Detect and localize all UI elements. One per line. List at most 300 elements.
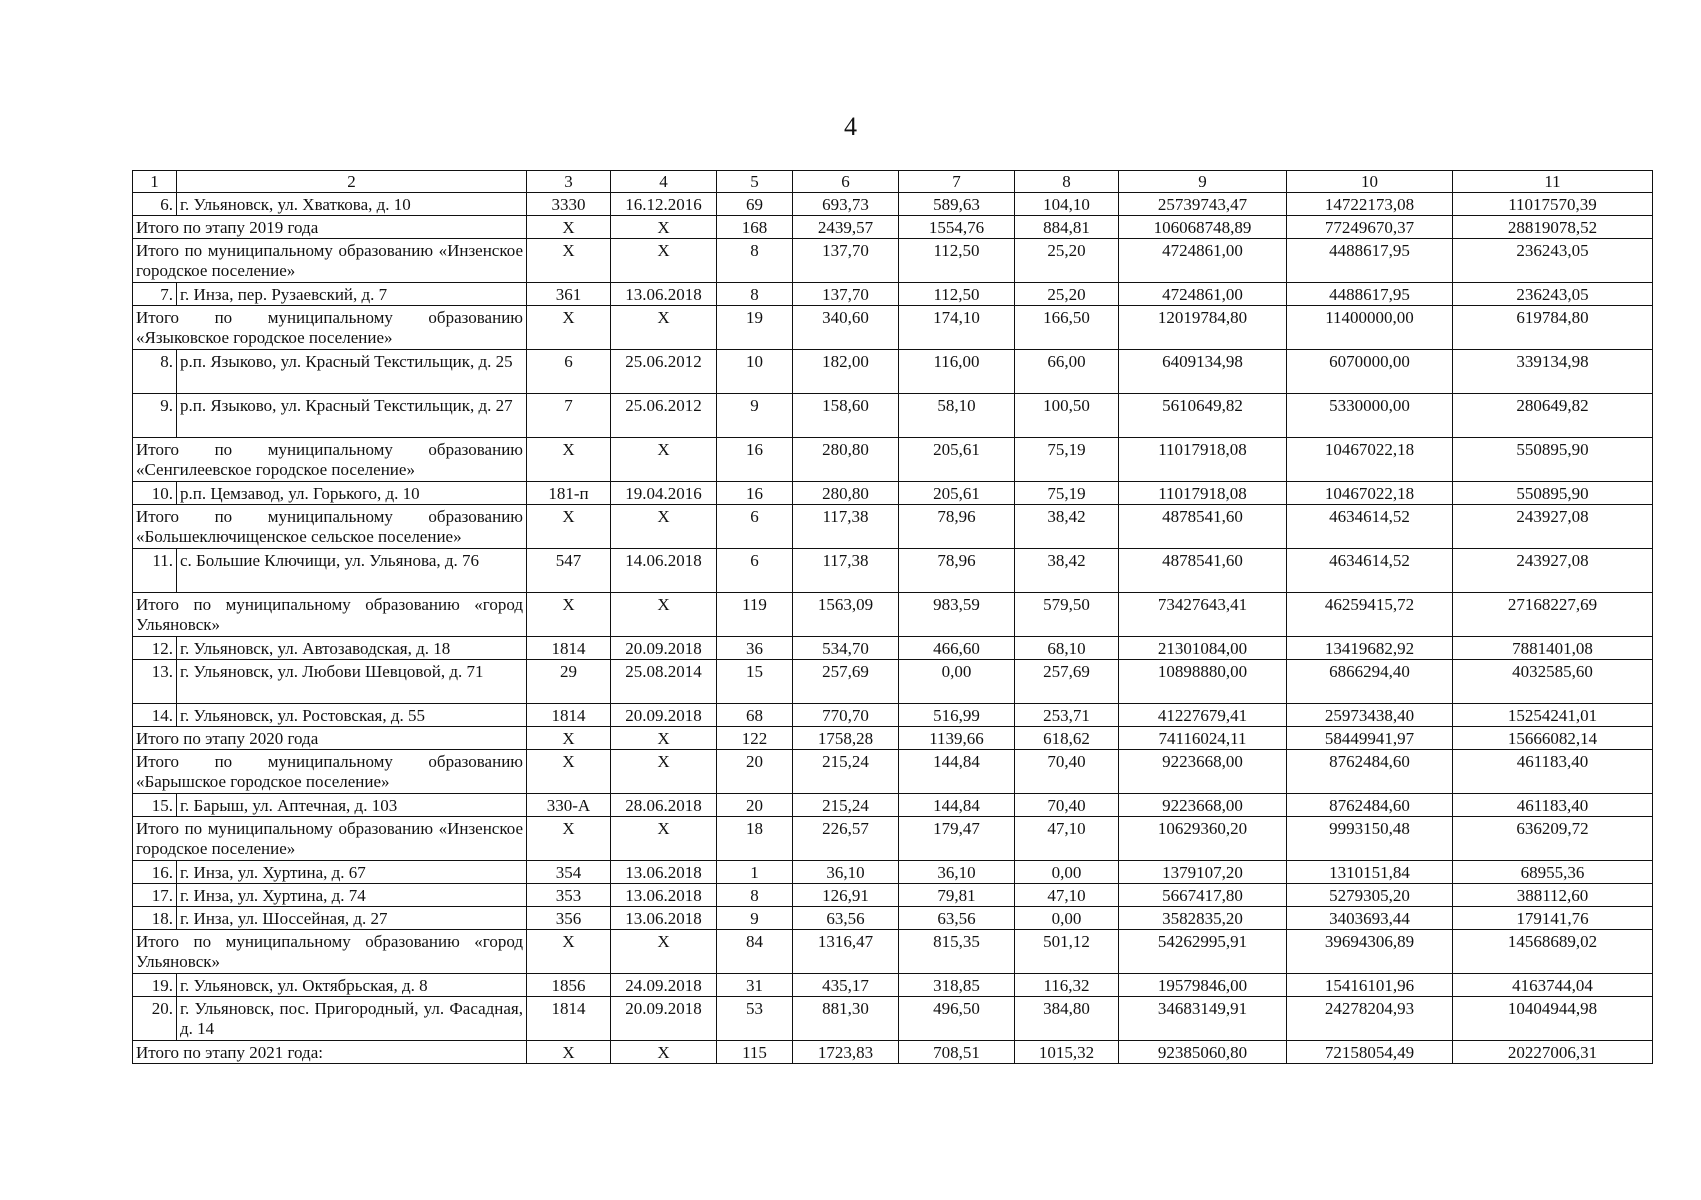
cell-col11: 550895,90 — [1453, 438, 1653, 482]
cell-col9: 12019784,80 — [1119, 306, 1287, 350]
table-row — [133, 637, 1653, 660]
cell-col9: 9223668,00 — [1119, 794, 1287, 817]
table-row — [133, 861, 1653, 884]
cell-col10: 4634614,52 — [1287, 549, 1453, 593]
table-row — [133, 193, 1653, 216]
column-header: 4 — [611, 171, 717, 193]
table-row — [133, 974, 1653, 997]
cell-col8: 104,10 — [1015, 193, 1119, 216]
cell-col8: 116,32 — [1015, 974, 1119, 997]
cell-col8: 166,50 — [1015, 306, 1119, 350]
cell-col11: 15666082,14 — [1453, 727, 1653, 750]
cell-col7: 179,47 — [899, 817, 1015, 861]
cell-col11: 461183,40 — [1453, 794, 1653, 817]
total-label-cell: Итого по муниципальному образованию «Барышское городское поселение» — [133, 750, 527, 794]
cell-col6: 534,70 — [793, 637, 899, 660]
cell-col3: X — [527, 750, 611, 794]
total-label-cell: Итого по муниципальному образованию «Инзенское городское поселение» — [133, 817, 527, 861]
cell-col8: 1015,32 — [1015, 1041, 1119, 1064]
cell-col10: 6866294,40 — [1287, 660, 1453, 704]
cell-col10: 4488617,95 — [1287, 239, 1453, 283]
cell-col6: 137,70 — [793, 239, 899, 283]
cell-col7: 116,00 — [899, 350, 1015, 394]
cell-col10: 11400000,00 — [1287, 306, 1453, 350]
cell-col8: 47,10 — [1015, 884, 1119, 907]
cell-col8: 253,71 — [1015, 704, 1119, 727]
cell-col4: 13.06.2018 — [611, 884, 717, 907]
table-row — [133, 907, 1653, 930]
cell-col9: 41227679,41 — [1119, 704, 1287, 727]
cell-col7: 78,96 — [899, 505, 1015, 549]
cell-col9: 92385060,80 — [1119, 1041, 1287, 1064]
table-row — [133, 997, 1653, 1041]
cell-col5: 122 — [717, 727, 793, 750]
cell-col4: 19.04.2016 — [611, 482, 717, 505]
cell-col5: 168 — [717, 216, 793, 239]
cell-col3: 1814 — [527, 637, 611, 660]
cell-col9: 106068748,89 — [1119, 216, 1287, 239]
total-row — [133, 1041, 1653, 1064]
cell-col3: 356 — [527, 907, 611, 930]
cell-col4: 13.06.2018 — [611, 861, 717, 884]
cell-col8: 100,50 — [1015, 394, 1119, 438]
cell-col8: 75,19 — [1015, 438, 1119, 482]
cell-col8: 25,20 — [1015, 239, 1119, 283]
cell-col8: 257,69 — [1015, 660, 1119, 704]
cell-col5: 1 — [717, 861, 793, 884]
cell-col4: 13.06.2018 — [611, 283, 717, 306]
cell-col7: 516,99 — [899, 704, 1015, 727]
cell-col7: 58,10 — [899, 394, 1015, 438]
cell-col3: 29 — [527, 660, 611, 704]
cell-col4: 20.09.2018 — [611, 704, 717, 727]
cell-col5: 19 — [717, 306, 793, 350]
cell-col9: 54262995,91 — [1119, 930, 1287, 974]
cell-col4: X — [611, 216, 717, 239]
column-header: 2 — [177, 171, 527, 193]
cell-col4: 28.06.2018 — [611, 794, 717, 817]
cell-col7: 63,56 — [899, 907, 1015, 930]
cell-col8: 501,12 — [1015, 930, 1119, 974]
cell-col6: 117,38 — [793, 505, 899, 549]
cell-col3: 7 — [527, 394, 611, 438]
cell-col9: 3582835,20 — [1119, 907, 1287, 930]
cell-col4: X — [611, 438, 717, 482]
row-number-cell: 13. — [133, 660, 177, 704]
address-cell: г. Ульяновск, ул. Ростовская, д. 55 — [177, 704, 527, 727]
cell-col4: X — [611, 727, 717, 750]
cell-col11: 10404944,98 — [1453, 997, 1653, 1041]
total-row — [133, 930, 1653, 974]
cell-col3: X — [527, 817, 611, 861]
cell-col5: 9 — [717, 394, 793, 438]
cell-col3: 1814 — [527, 997, 611, 1041]
cell-col7: 1554,76 — [899, 216, 1015, 239]
cell-col5: 9 — [717, 907, 793, 930]
address-cell: г. Инза, пер. Рузаевский, д. 7 — [177, 283, 527, 306]
cell-col9: 21301084,00 — [1119, 637, 1287, 660]
cell-col9: 74116024,11 — [1119, 727, 1287, 750]
cell-col4: 20.09.2018 — [611, 637, 717, 660]
cell-col9: 1379107,20 — [1119, 861, 1287, 884]
cell-col11: 68955,36 — [1453, 861, 1653, 884]
cell-col5: 84 — [717, 930, 793, 974]
cell-col8: 66,00 — [1015, 350, 1119, 394]
cell-col7: 144,84 — [899, 750, 1015, 794]
address-cell: г. Ульяновск, ул. Автозаводская, д. 18 — [177, 637, 527, 660]
address-cell: г. Инза, ул. Шоссейная, д. 27 — [177, 907, 527, 930]
cell-col11: 236243,05 — [1453, 239, 1653, 283]
row-number-cell: 8. — [133, 350, 177, 394]
cell-col3: X — [527, 306, 611, 350]
cell-col10: 25973438,40 — [1287, 704, 1453, 727]
total-row — [133, 750, 1653, 794]
address-cell: р.п. Языково, ул. Красный Текстильщик, д. 25 — [177, 350, 527, 394]
cell-col9: 4724861,00 — [1119, 283, 1287, 306]
table-body — [133, 171, 1653, 1064]
row-number-cell: 17. — [133, 884, 177, 907]
cell-col8: 25,20 — [1015, 283, 1119, 306]
cell-col8: 0,00 — [1015, 907, 1119, 930]
table-row — [133, 884, 1653, 907]
cell-col6: 2439,57 — [793, 216, 899, 239]
cell-col11: 27168227,69 — [1453, 593, 1653, 637]
cell-col3: X — [527, 505, 611, 549]
cell-col6: 226,57 — [793, 817, 899, 861]
cell-col9: 11017918,08 — [1119, 482, 1287, 505]
cell-col5: 20 — [717, 750, 793, 794]
cell-col4: 16.12.2016 — [611, 193, 717, 216]
cell-col5: 16 — [717, 482, 793, 505]
cell-col10: 72158054,49 — [1287, 1041, 1453, 1064]
total-label-cell: Итого по этапу 2020 года — [133, 727, 527, 750]
cell-col9: 4724861,00 — [1119, 239, 1287, 283]
cell-col11: 388112,60 — [1453, 884, 1653, 907]
cell-col3: X — [527, 593, 611, 637]
cell-col6: 435,17 — [793, 974, 899, 997]
cell-col11: 236243,05 — [1453, 283, 1653, 306]
cell-col8: 384,80 — [1015, 997, 1119, 1041]
cell-col11: 20227006,31 — [1453, 1041, 1653, 1064]
cell-col3: X — [527, 239, 611, 283]
cell-col5: 6 — [717, 549, 793, 593]
address-cell: г. Барыш, ул. Аптечная, д. 103 — [177, 794, 527, 817]
cell-col6: 280,80 — [793, 482, 899, 505]
total-label-cell: Итого по муниципальному образованию «Сенгилеевское городское поселение» — [133, 438, 527, 482]
cell-col10: 9993150,48 — [1287, 817, 1453, 861]
total-row — [133, 438, 1653, 482]
row-number-cell: 14. — [133, 704, 177, 727]
cell-col8: 579,50 — [1015, 593, 1119, 637]
total-label-cell: Итого по муниципальному образованию «Инзенское городское поселение» — [133, 239, 527, 283]
cell-col3: 330-А — [527, 794, 611, 817]
cell-col7: 78,96 — [899, 549, 1015, 593]
cell-col10: 15416101,96 — [1287, 974, 1453, 997]
page-number: 4 — [844, 112, 857, 141]
cell-col10: 24278204,93 — [1287, 997, 1453, 1041]
row-number-cell: 7. — [133, 283, 177, 306]
cell-col10: 8762484,60 — [1287, 750, 1453, 794]
cell-col6: 36,10 — [793, 861, 899, 884]
address-cell: г. Ульяновск, ул. Октябрьская, д. 8 — [177, 974, 527, 997]
column-header: 11 — [1453, 171, 1653, 193]
cell-col6: 693,73 — [793, 193, 899, 216]
cell-col6: 770,70 — [793, 704, 899, 727]
column-header: 7 — [899, 171, 1015, 193]
column-header: 5 — [717, 171, 793, 193]
cell-col6: 126,91 — [793, 884, 899, 907]
total-row — [133, 306, 1653, 350]
cell-col6: 1316,47 — [793, 930, 899, 974]
cell-col10: 77249670,37 — [1287, 216, 1453, 239]
cell-col3: X — [527, 930, 611, 974]
cell-col10: 8762484,60 — [1287, 794, 1453, 817]
cell-col7: 112,50 — [899, 239, 1015, 283]
cell-col5: 8 — [717, 283, 793, 306]
total-row — [133, 505, 1653, 549]
table-row — [133, 660, 1653, 704]
row-number-cell: 12. — [133, 637, 177, 660]
cell-col8: 75,19 — [1015, 482, 1119, 505]
cell-col10: 4634614,52 — [1287, 505, 1453, 549]
row-number-cell: 18. — [133, 907, 177, 930]
row-number-cell: 9. — [133, 394, 177, 438]
cell-col3: 1814 — [527, 704, 611, 727]
cell-col4: X — [611, 817, 717, 861]
column-header: 3 — [527, 171, 611, 193]
row-number-cell: 10. — [133, 482, 177, 505]
cell-col11: 339134,98 — [1453, 350, 1653, 394]
cell-col9: 4878541,60 — [1119, 549, 1287, 593]
cell-col8: 884,81 — [1015, 216, 1119, 239]
column-header: 6 — [793, 171, 899, 193]
cell-col8: 38,42 — [1015, 505, 1119, 549]
cell-col11: 636209,72 — [1453, 817, 1653, 861]
cell-col11: 243927,08 — [1453, 505, 1653, 549]
column-number-header-row — [133, 171, 1653, 193]
cell-col4: 25.06.2012 — [611, 394, 717, 438]
table-row — [133, 704, 1653, 727]
cell-col6: 881,30 — [793, 997, 899, 1041]
cell-col6: 257,69 — [793, 660, 899, 704]
cell-col4: X — [611, 306, 717, 350]
cell-col6: 158,60 — [793, 394, 899, 438]
cell-col5: 20 — [717, 794, 793, 817]
address-cell: г. Инза, ул. Хуртина, д. 74 — [177, 884, 527, 907]
cell-col10: 39694306,89 — [1287, 930, 1453, 974]
cell-col5: 6 — [717, 505, 793, 549]
cell-col8: 70,40 — [1015, 794, 1119, 817]
cell-col11: 4163744,04 — [1453, 974, 1653, 997]
cell-col9: 10898880,00 — [1119, 660, 1287, 704]
cell-col9: 6409134,98 — [1119, 350, 1287, 394]
cell-col10: 5279305,20 — [1287, 884, 1453, 907]
cell-col11: 11017570,39 — [1453, 193, 1653, 216]
cell-col6: 117,38 — [793, 549, 899, 593]
address-cell: с. Большие Ключищи, ул. Ульянова, д. 76 — [177, 549, 527, 593]
cell-col10: 6070000,00 — [1287, 350, 1453, 394]
cell-col11: 619784,80 — [1453, 306, 1653, 350]
cell-col5: 8 — [717, 239, 793, 283]
cell-col8: 0,00 — [1015, 861, 1119, 884]
row-number-cell: 20. — [133, 997, 177, 1041]
cell-col3: 547 — [527, 549, 611, 593]
total-label-cell: Итого по этапу 2021 года: — [133, 1041, 527, 1064]
total-row — [133, 216, 1653, 239]
cell-col7: 79,81 — [899, 884, 1015, 907]
table-row — [133, 394, 1653, 438]
cell-col4: 14.06.2018 — [611, 549, 717, 593]
cell-col7: 708,51 — [899, 1041, 1015, 1064]
cell-col11: 14568689,02 — [1453, 930, 1653, 974]
total-label-cell: Итого по муниципальному образованию «город Ульяновск» — [133, 593, 527, 637]
cell-col4: 25.06.2012 — [611, 350, 717, 394]
cell-col11: 461183,40 — [1453, 750, 1653, 794]
cell-col9: 4878541,60 — [1119, 505, 1287, 549]
total-row — [133, 817, 1653, 861]
cell-col6: 280,80 — [793, 438, 899, 482]
cell-col6: 63,56 — [793, 907, 899, 930]
cell-col7: 318,85 — [899, 974, 1015, 997]
cell-col9: 10629360,20 — [1119, 817, 1287, 861]
cell-col11: 7881401,08 — [1453, 637, 1653, 660]
row-number-cell: 11. — [133, 549, 177, 593]
cell-col9: 25739743,47 — [1119, 193, 1287, 216]
cell-col8: 618,62 — [1015, 727, 1119, 750]
row-number-cell: 16. — [133, 861, 177, 884]
cell-col4: X — [611, 239, 717, 283]
cell-col10: 46259415,72 — [1287, 593, 1453, 637]
cell-col3: 6 — [527, 350, 611, 394]
cell-col11: 243927,08 — [1453, 549, 1653, 593]
cell-col11: 15254241,01 — [1453, 704, 1653, 727]
total-row — [133, 727, 1653, 750]
cell-col4: 13.06.2018 — [611, 907, 717, 930]
cell-col5: 53 — [717, 997, 793, 1041]
cell-col9: 5667417,80 — [1119, 884, 1287, 907]
cell-col6: 1563,09 — [793, 593, 899, 637]
row-number-cell: 6. — [133, 193, 177, 216]
column-header: 8 — [1015, 171, 1119, 193]
cell-col8: 68,10 — [1015, 637, 1119, 660]
cell-col7: 466,60 — [899, 637, 1015, 660]
cell-col9: 34683149,91 — [1119, 997, 1287, 1041]
cell-col5: 36 — [717, 637, 793, 660]
cell-col10: 58449941,97 — [1287, 727, 1453, 750]
cell-col6: 1758,28 — [793, 727, 899, 750]
cell-col10: 13419682,92 — [1287, 637, 1453, 660]
row-number-cell: 15. — [133, 794, 177, 817]
cell-col5: 31 — [717, 974, 793, 997]
cell-col10: 3403693,44 — [1287, 907, 1453, 930]
cell-col4: 25.08.2014 — [611, 660, 717, 704]
cell-col7: 205,61 — [899, 438, 1015, 482]
cell-col7: 1139,66 — [899, 727, 1015, 750]
cell-col5: 18 — [717, 817, 793, 861]
total-label-cell: Итого по муниципальному образованию «Языковское городское поселение» — [133, 306, 527, 350]
cell-col11: 550895,90 — [1453, 482, 1653, 505]
cell-col9: 5610649,82 — [1119, 394, 1287, 438]
cell-col6: 215,24 — [793, 750, 899, 794]
cell-col5: 8 — [717, 884, 793, 907]
cell-col3: X — [527, 727, 611, 750]
cell-col5: 15 — [717, 660, 793, 704]
cell-col5: 10 — [717, 350, 793, 394]
cell-col10: 10467022,18 — [1287, 482, 1453, 505]
table-row — [133, 350, 1653, 394]
table-row — [133, 283, 1653, 306]
cell-col6: 137,70 — [793, 283, 899, 306]
cell-col10: 5330000,00 — [1287, 394, 1453, 438]
total-label-cell: Итого по этапу 2019 года — [133, 216, 527, 239]
cell-col8: 38,42 — [1015, 549, 1119, 593]
cell-col3: 361 — [527, 283, 611, 306]
address-cell: г. Ульяновск, ул. Любови Шевцовой, д. 71 — [177, 660, 527, 704]
cell-col6: 1723,83 — [793, 1041, 899, 1064]
cell-col3: X — [527, 216, 611, 239]
address-cell: р.п. Цемзавод, ул. Горького, д. 10 — [177, 482, 527, 505]
column-header: 1 — [133, 171, 177, 193]
cell-col4: X — [611, 1041, 717, 1064]
cell-col3: 181-п — [527, 482, 611, 505]
cell-col4: X — [611, 593, 717, 637]
cell-col3: 1856 — [527, 974, 611, 997]
cell-col8: 70,40 — [1015, 750, 1119, 794]
cell-col11: 28819078,52 — [1453, 216, 1653, 239]
cell-col3: 354 — [527, 861, 611, 884]
address-cell: г. Ульяновск, пос. Пригородный, ул. Фасадная, д. 14 — [177, 997, 527, 1041]
cell-col4: X — [611, 750, 717, 794]
cell-col5: 16 — [717, 438, 793, 482]
column-header: 10 — [1287, 171, 1453, 193]
cell-col9: 73427643,41 — [1119, 593, 1287, 637]
cell-col6: 340,60 — [793, 306, 899, 350]
cell-col7: 144,84 — [899, 794, 1015, 817]
address-cell: р.п. Языково, ул. Красный Текстильщик, д. 27 — [177, 394, 527, 438]
cell-col3: X — [527, 438, 611, 482]
cell-col7: 0,00 — [899, 660, 1015, 704]
cell-col4: X — [611, 930, 717, 974]
cell-col9: 11017918,08 — [1119, 438, 1287, 482]
cell-col8: 47,10 — [1015, 817, 1119, 861]
address-cell: г. Ульяновск, ул. Хваткова, д. 10 — [177, 193, 527, 216]
cell-col7: 112,50 — [899, 283, 1015, 306]
cell-col7: 496,50 — [899, 997, 1015, 1041]
cell-col4: 24.09.2018 — [611, 974, 717, 997]
cell-col7: 589,63 — [899, 193, 1015, 216]
cell-col9: 9223668,00 — [1119, 750, 1287, 794]
cell-col6: 182,00 — [793, 350, 899, 394]
address-cell: г. Инза, ул. Хуртина, д. 67 — [177, 861, 527, 884]
cell-col6: 215,24 — [793, 794, 899, 817]
cell-col7: 983,59 — [899, 593, 1015, 637]
row-number-cell: 19. — [133, 974, 177, 997]
cell-col7: 36,10 — [899, 861, 1015, 884]
cell-col10: 4488617,95 — [1287, 283, 1453, 306]
cell-col11: 4032585,60 — [1453, 660, 1653, 704]
column-header: 9 — [1119, 171, 1287, 193]
cell-col11: 179141,76 — [1453, 907, 1653, 930]
cell-col3: 353 — [527, 884, 611, 907]
cell-col7: 815,35 — [899, 930, 1015, 974]
cell-col3: X — [527, 1041, 611, 1064]
table-row — [133, 794, 1653, 817]
cell-col5: 69 — [717, 193, 793, 216]
table-row — [133, 482, 1653, 505]
cell-col9: 19579846,00 — [1119, 974, 1287, 997]
total-row — [133, 593, 1653, 637]
cell-col11: 280649,82 — [1453, 394, 1653, 438]
